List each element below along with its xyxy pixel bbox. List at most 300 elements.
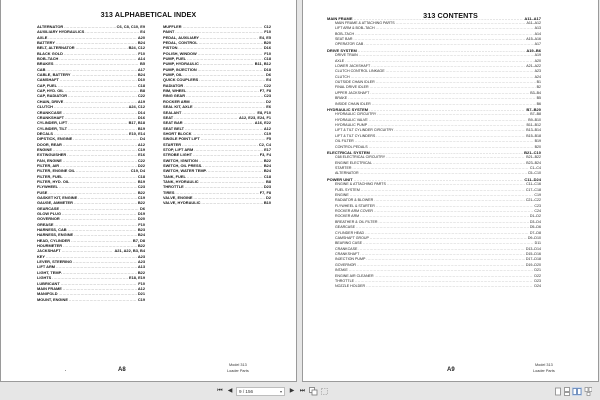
entry-label: CRANKSHAFT — [37, 114, 65, 120]
entry-label: ENGINE & ATTACHING PARTS — [335, 182, 386, 187]
entry-page-ref: C11–D24 — [524, 176, 541, 182]
entry-page-ref: A16, E22 — [254, 120, 271, 126]
entry-page-ref: A17 — [534, 42, 541, 47]
next-page-icon[interactable]: ▶ — [289, 388, 295, 394]
entry-label: JACKSHAFT — [37, 248, 61, 254]
entry-label: LIGHTS — [37, 275, 52, 281]
entry-page-ref: D23 — [263, 184, 271, 190]
entry-page-ref: D22 — [137, 162, 145, 168]
page-indicator[interactable]: 9 / 156 — [239, 388, 254, 394]
entry-page-ref: A13 — [534, 26, 541, 31]
entry-page-ref: D14 — [137, 109, 145, 115]
entry-page-ref: B24, C12 — [128, 45, 145, 51]
entry-page-ref: E8, F10 — [257, 109, 271, 115]
entry-page-ref: B21–C10 — [524, 149, 541, 155]
entry-page-ref: B24 — [263, 162, 271, 168]
entry-page-ref: B11–B12 — [526, 123, 541, 127]
entry-page-ref: A14 — [137, 56, 145, 62]
entry-label: MOUNT, ENGINE — [37, 296, 68, 302]
entry-page-ref: D16 — [137, 114, 145, 120]
entry-label: VALVE, ENGINE — [163, 195, 193, 200]
entry-page-ref: B15–B18 — [526, 133, 541, 138]
entry-page-ref: B10 — [263, 200, 271, 206]
entry-label: FLYWHEEL & STARTER — [335, 203, 375, 208]
entry-label: BATTERY — [37, 40, 55, 46]
entry-label: LIFT ARM — [37, 264, 56, 270]
entry-label: MANIFOLD — [37, 291, 58, 297]
contents-subentry — [327, 284, 541, 289]
leader-dots — [366, 284, 533, 289]
last-page-icon[interactable]: ⏭ — [299, 388, 306, 394]
entry-page-ref: B17, B18 — [128, 120, 145, 126]
entry-page-ref: B7–B8 — [530, 112, 541, 117]
entry-page-ref: B23 — [137, 227, 145, 233]
entry-page-ref: B11, B12 — [254, 61, 271, 67]
entry-page-ref: C6, C8, C10, E9 — [116, 24, 145, 29]
entry-label: UPPER JACKSHAFT — [335, 90, 370, 95]
entry-label: HYDRAULIC PUMP — [335, 123, 368, 127]
entry-label: HARNESS, CAB — [37, 227, 67, 233]
entry-label: INSIDE CHAIN IDLER — [335, 101, 371, 106]
entry-page-ref: A12, E23, E24, F1 — [238, 114, 271, 120]
entry-page-ref: B24 — [137, 40, 145, 46]
entry-label: LEVER, STEERING — [37, 259, 73, 265]
entry-label: DRIVE TRAIN — [335, 53, 358, 58]
page-number: A8 — [118, 367, 126, 373]
entry-label: INTAKE — [335, 268, 348, 273]
entry-label: RING GEAR — [163, 93, 186, 99]
entry-label: C68 ELECTRICAL CIRCUITRY — [335, 155, 386, 160]
rotate-icon[interactable] — [320, 387, 329, 396]
entry-page-ref: B5 — [140, 61, 145, 67]
entry-label: BELT, ALTERNATOR — [37, 45, 75, 51]
entry-label: PUMP, FUEL — [163, 56, 187, 62]
entry-page-ref: A12 — [263, 125, 271, 131]
entry-page-ref: D18 — [263, 66, 271, 72]
entry-page-ref: C19 — [263, 130, 271, 136]
entry-label: BEARING CASE — [335, 241, 362, 246]
entry-page-ref: C24 — [534, 209, 541, 213]
entry-label: TANK, HYDRAULIC — [163, 178, 199, 184]
entry-page-ref: D4 — [140, 136, 145, 142]
entry-page-ref: A12 — [137, 141, 145, 147]
entry-page-ref: E16 — [138, 152, 145, 158]
entry-label: ENGINE AIR CLEANER — [335, 273, 374, 278]
continuous-view-icon[interactable] — [563, 387, 571, 396]
leader-dots — [69, 297, 137, 302]
entry-page-ref: D24 — [534, 284, 541, 289]
entry-label: FAN, ENGINE — [37, 157, 62, 163]
entry-label: AXLE — [335, 58, 345, 63]
footer-doc-text: Loader Parts — [533, 369, 555, 374]
entry-label: SEAT — [163, 114, 174, 120]
entry-page-ref: C19 — [137, 195, 145, 200]
entry-label: MAIN FRAME & ATTACHING PARTS — [335, 20, 395, 25]
entry-label: OPERATOR CAB — [335, 42, 364, 47]
entry-label: PISTON — [163, 45, 178, 51]
entry-page-ref: A24, C12 — [128, 104, 145, 110]
entry-page-ref: B21–B22 — [526, 155, 541, 160]
entry-page-ref: A23 — [534, 69, 541, 74]
entry-page-ref: D23 — [534, 278, 541, 283]
entry-label: LOWER JACKSHAFT — [335, 63, 371, 68]
footer-doc-text: Loader Parts — [227, 369, 249, 374]
entry-page-ref: C19, D4 — [130, 168, 145, 174]
entry-page-ref: B22 — [137, 243, 145, 249]
entry-label: OIL FILTER — [335, 139, 354, 144]
entry-page-ref: A23 — [137, 253, 145, 259]
entry-page-ref: A13 — [137, 264, 145, 270]
entry-label: SEAL KIT, AXLE — [163, 104, 193, 110]
entry-page-ref: B19 — [137, 178, 145, 184]
entry-label: CAP, FUEL — [37, 82, 58, 88]
entry-page-ref: F10 — [138, 280, 145, 286]
entry-page-ref: D1–D2 — [529, 214, 541, 219]
entry-label: STOP, LIFT ARM — [163, 146, 194, 152]
scan-mark — [65, 370, 66, 371]
entry-label: PUMP, HYDRAULIC — [163, 61, 199, 67]
footer-model — [533, 362, 555, 375]
entry-label: CAMSHAFT — [37, 77, 59, 83]
entry-page-ref: B8 — [140, 88, 145, 94]
entry-page-ref: D13–D14 — [525, 246, 541, 251]
entry-label: FILTER, HYD. OIL — [37, 178, 70, 184]
entry-page-ref: D15–D16 — [525, 252, 541, 256]
entry-page-ref: D3–D4 — [529, 219, 541, 224]
entry-page-ref: C2, C4 — [258, 141, 271, 147]
entry-label: FILTER, AIR — [37, 162, 60, 168]
entry-page-ref: D17–D18 — [525, 257, 541, 262]
entry-label: RADIATOR & BLOWER — [335, 198, 374, 203]
entry-page-ref: F10 — [264, 50, 271, 56]
entry-page-ref: D2 — [266, 195, 271, 200]
entry-label: PUMP, INJECTION — [163, 66, 197, 72]
entry-label: SEAT BELT — [163, 125, 185, 131]
entry-label: FINAL DRIVE IDLER — [335, 85, 369, 90]
entry-page-ref: B22 — [137, 189, 145, 195]
entry-label: CYLINDER, TILT — [37, 125, 67, 131]
page-number-input[interactable] — [236, 387, 285, 396]
entry-page-ref: B9–B10 — [528, 117, 541, 122]
entry-label: CONTROL PEDALS — [335, 144, 368, 149]
first-page-icon[interactable]: ⏮ — [217, 388, 223, 394]
entry-page-ref: C18 — [263, 56, 271, 62]
entry-label: BREATHER & OIL FILTER — [335, 219, 378, 224]
entry-page-ref: B24 — [137, 232, 145, 238]
entry-label: CHAIN, DRIVE — [37, 98, 64, 104]
copy-icon[interactable] — [309, 387, 318, 396]
entry-label: SEAT BAR — [163, 120, 183, 126]
entry-page-ref: F10 — [138, 50, 145, 56]
entry-page-ref: C18 — [137, 82, 145, 88]
entry-label: CABLE, BATTERY — [37, 72, 71, 78]
entry-page-ref: B8 — [266, 178, 271, 184]
two-page-view-icon[interactable] — [572, 387, 582, 396]
entry-label: KEY — [37, 253, 45, 259]
entry-label: MAIN FRAME — [327, 15, 353, 21]
entry-page-ref: B24 — [263, 168, 271, 174]
entry-label: BRAKES — [37, 61, 54, 67]
index-entry — [163, 200, 271, 205]
entry-label: FLYWHEEL — [37, 184, 59, 190]
entry-label: GOVERNOR — [37, 216, 60, 222]
entry-label: GLOW PLUG — [37, 211, 61, 217]
entry-page-ref: D19 — [137, 211, 145, 217]
entry-page-ref: A17 — [137, 66, 145, 72]
entry-page-ref: C19 — [137, 296, 145, 302]
entry-label: ROCKER ARM — [335, 214, 360, 219]
entry-label: POWER UNIT — [327, 176, 353, 182]
entry-page-ref: D21 — [137, 291, 145, 297]
index-column-1 — [37, 24, 145, 302]
entry-label: GREASE — [37, 221, 54, 227]
entry-label: CLUTCH — [335, 74, 350, 79]
entry-page-ref: A20 — [534, 58, 541, 63]
entry-label: VALVE, HYDRAULIC — [163, 200, 201, 206]
entry-page-ref: B1 — [536, 80, 541, 84]
entry-label: LIFT & TILT CYLINDERS — [335, 133, 376, 138]
entry-page-ref: A11–A12 — [526, 20, 541, 25]
entry-label: MAIN FRAME — [37, 285, 62, 291]
entry-page-ref: A11–A17 — [524, 15, 541, 21]
entry-page-ref: C19 — [137, 146, 145, 152]
entry-page-ref: B22 — [263, 157, 271, 163]
entry-page-ref: B19 — [534, 139, 541, 144]
contents-title: 313 CONTENTS — [423, 11, 478, 20]
entry-page-ref: A21–A22 — [526, 63, 541, 68]
two-page-continuous-view-icon[interactable] — [584, 387, 592, 396]
entry-page-ref: C23 — [534, 203, 541, 208]
entry-page-ref: A20 — [137, 34, 145, 40]
entry-page-ref: C1–C4 — [529, 166, 541, 170]
entry-label: CAB — [37, 66, 46, 72]
entry-label: ENGINE ELECTRICAL — [335, 160, 372, 165]
entry-label: CAP, RADIATOR — [37, 93, 68, 99]
entry-page-ref: B13–B14 — [526, 128, 541, 133]
entry-page-ref: B7–B20 — [526, 106, 541, 112]
entry-page-ref: B20 — [534, 144, 541, 149]
index-title: 313 ALPHABETICAL INDEX — [100, 10, 197, 19]
contents-list — [327, 16, 541, 290]
entry-label: THROTTLE — [335, 278, 354, 283]
entry-label: MUFFLER — [163, 24, 182, 29]
entry-label: CRANKSHAFT — [335, 252, 360, 256]
entry-page-ref: C12 — [263, 24, 271, 29]
entry-page-ref: F5 — [266, 136, 271, 142]
index-column-2 — [163, 24, 271, 206]
entry-label: LIFT & TILT CYLINDER CIRCUITRY — [335, 128, 394, 133]
entry-page-ref: C19 — [534, 192, 541, 197]
entry-label: CRANKCASE — [37, 109, 62, 115]
entry-label: LUBRICANT — [37, 280, 60, 286]
entry-label: BLACK GOLD — [37, 50, 63, 56]
footer-model-text: Model 313 — [229, 363, 247, 367]
entry-label: FILTER, ENGINE OIL — [37, 168, 75, 174]
entry-page-ref: C23 — [137, 184, 145, 190]
entry-label: RIM, WHEEL — [163, 88, 187, 94]
entry-label: ENGINE — [37, 146, 52, 152]
leader-dots — [201, 200, 262, 205]
entry-label: GEARCASE — [37, 205, 60, 211]
entry-page-ref: E18, E19 — [128, 275, 145, 281]
footer-model-text: Model 313 — [535, 363, 553, 367]
entry-label: SWITCH, IGNITION — [163, 157, 198, 163]
entry-label: LIFT ARM & BOB–TACH — [335, 26, 375, 31]
entry-page-ref: A23 — [137, 259, 145, 265]
entry-page-ref: B2 — [536, 85, 541, 90]
entry-page-ref: C22 — [263, 82, 271, 88]
entry-label: GASKET KIT, ENGINE — [37, 195, 78, 200]
entry-page-ref: A21, A22, B3, B4 — [114, 248, 145, 254]
entry-page-ref: A15–A16 — [526, 37, 541, 41]
dropdown-arrow-icon[interactable]: ▾ — [279, 388, 282, 394]
entry-page-ref: A12 — [137, 285, 145, 291]
entry-page-ref: D21 — [534, 268, 541, 273]
entry-label: CAMSHAFT GROUP — [335, 235, 369, 240]
entry-label: GAUGE, AMMETER — [37, 200, 73, 206]
entry-label: POLISH, WINDOW — [163, 50, 197, 56]
entry-label: ALTERNATOR — [37, 24, 64, 29]
entry-page-ref: D19–D20 — [525, 262, 541, 267]
entry-page-ref: D22 — [534, 273, 541, 278]
entry-label: CAP, HYD. OIL — [37, 88, 64, 94]
entry-page-ref: B20 — [263, 40, 271, 46]
entry-page-ref: B24 — [137, 72, 145, 78]
entry-label: PEDAL, CONTROL — [163, 40, 198, 46]
entry-page-ref: D2 — [266, 98, 271, 104]
entry-label: THROTTLE — [163, 184, 184, 190]
entry-page-ref: F7, F8 — [259, 189, 271, 195]
entry-label: GOVERNOR — [335, 262, 356, 267]
entry-label: NOZZLE HOLDER — [335, 284, 366, 289]
entry-page-ref: A19 — [534, 53, 541, 58]
entry-label: HYDRAULIC CIRCUITRY — [335, 112, 377, 117]
entry-label: ALTERNATOR — [335, 171, 359, 176]
entry-page-ref: C18 — [263, 173, 271, 179]
entry-label: ROCKER ARM COVER — [335, 209, 373, 213]
entry-page-ref: D6 — [140, 205, 145, 211]
single-page-view-icon[interactable] — [554, 387, 562, 396]
entry-page-ref: F7, F8 — [259, 88, 271, 94]
entry-label: BOB–TACH — [335, 31, 355, 36]
entry-label: HOURMETER — [37, 243, 63, 249]
entry-page-ref: D6 — [266, 72, 271, 78]
entry-label: FUSE — [37, 189, 48, 195]
entry-page-ref: B7, D8 — [132, 237, 145, 243]
entry-label: TIRES — [163, 189, 175, 195]
entry-page-ref: A19–B6 — [526, 47, 541, 53]
entry-page-ref: B22 — [137, 269, 145, 275]
entry-label: DOOR, REAR — [37, 141, 62, 147]
entry-page-ref: F10 — [138, 221, 145, 227]
entry-label: SWITCH, OIL PRESS. — [163, 162, 203, 168]
entry-label: CYLINDER, LIFT — [37, 120, 68, 126]
entry-page-ref: D10 — [137, 77, 145, 83]
entry-label: STROBE LIGHT — [163, 152, 192, 158]
entry-page-ref: B22 — [137, 200, 145, 206]
footer-model — [227, 362, 249, 375]
previous-page-icon[interactable]: ◀ — [227, 388, 233, 394]
entry-page-ref: C22 — [137, 157, 145, 163]
entry-label: PUMP, OIL — [163, 72, 183, 78]
entry-page-ref: D16 — [263, 45, 271, 51]
entry-label: DIPSTICK, ENGINE — [37, 136, 73, 142]
entry-page-ref: B3–B4 — [530, 90, 541, 95]
page-number: A9 — [447, 367, 455, 373]
entry-label: PEDAL, AUXILIARY — [163, 34, 200, 40]
entry-page-ref: A19 — [137, 98, 145, 104]
entry-page-ref: E17 — [264, 146, 271, 152]
entry-label: OUTSIDE CHAIN IDLER — [335, 80, 375, 84]
entry-label: AUXILIARY HYDRAULICS — [37, 29, 85, 35]
entry-page-ref: F3, F4 — [259, 152, 271, 158]
entry-page-ref: D20 — [137, 216, 145, 222]
entry-label: INJECTION PUMP — [335, 257, 366, 262]
entry-page-ref: E4 — [140, 29, 145, 35]
entry-label: SINGLE POINT LIFT — [163, 136, 200, 142]
entry-label: FILTER, FUEL — [37, 173, 63, 179]
entry-label: PAINT — [163, 29, 175, 35]
entry-label: GEARCASE — [335, 225, 355, 230]
entry-label: RADIATOR — [163, 82, 184, 88]
entry-label: HARNESS, ENGINE — [37, 232, 74, 238]
entry-page-ref: A14 — [534, 31, 541, 36]
entry-label: CLUTCH — [37, 104, 53, 110]
entry-label: HEAD, CYLINDER — [37, 237, 71, 243]
entry-page-ref: B5 — [536, 96, 541, 101]
entry-page-ref: B19 — [137, 125, 145, 131]
entry-label: CYLINDER HEAD — [335, 230, 365, 235]
entry-label: CRANKCASE — [335, 246, 358, 251]
entry-label: BOB–TACH — [37, 56, 59, 62]
index-entry — [37, 297, 145, 302]
entry-page-ref: D5–D6 — [529, 225, 541, 230]
entry-label: QUICK COUPLERS — [163, 77, 199, 83]
entry-page-ref: F10 — [264, 29, 271, 35]
entry-label: ENGINE — [335, 192, 349, 197]
entry-label: SHORT BLOCK — [163, 130, 192, 136]
entry-label: TANK, FUEL — [163, 173, 186, 179]
entry-page-ref: E4, E5 — [259, 34, 271, 40]
entry-page-ref: C11–C16 — [526, 182, 541, 187]
entry-page-ref: D9–D10 — [527, 235, 541, 240]
entry-page-ref: C21–C22 — [525, 198, 541, 203]
entry-label: LIGHT, TEMP. — [37, 269, 62, 275]
entry-label: BRAKE — [335, 96, 348, 101]
entry-page-ref: E4 — [266, 77, 271, 83]
entry-page-ref: C18 — [137, 173, 145, 179]
entry-page-ref: D7–D8 — [529, 230, 541, 235]
entry-page-ref: C17–C18 — [525, 187, 541, 192]
entry-page-ref: A24 — [534, 74, 541, 79]
entry-page-ref: B6 — [536, 101, 541, 106]
entry-label: CLUTCH CONTROL LINKAGE — [335, 69, 385, 74]
entry-label: HYDRAULIC VALVE — [335, 117, 368, 122]
entry-label: HYDRAULIC SYSTEM — [327, 106, 369, 112]
entry-label: SWITCH, WATER TEMP. — [163, 168, 207, 174]
entry-label: ROCKER ARM — [163, 98, 190, 104]
entry-page-ref: D11 — [534, 241, 541, 246]
entry-label: STARTER — [335, 166, 352, 170]
entry-label: DRIVE SYSTEM — [327, 47, 357, 53]
entry-page-ref: B23–B24 — [526, 160, 541, 165]
entry-label: EXTINGUISHER — [37, 152, 67, 158]
entry-label: ELECTRICAL SYSTEM — [327, 149, 370, 155]
entry-page-ref: C5–C10 — [527, 171, 541, 176]
entry-page-ref: C23 — [263, 93, 271, 99]
right-page — [302, 0, 599, 382]
entry-label: DECALS — [37, 130, 53, 136]
